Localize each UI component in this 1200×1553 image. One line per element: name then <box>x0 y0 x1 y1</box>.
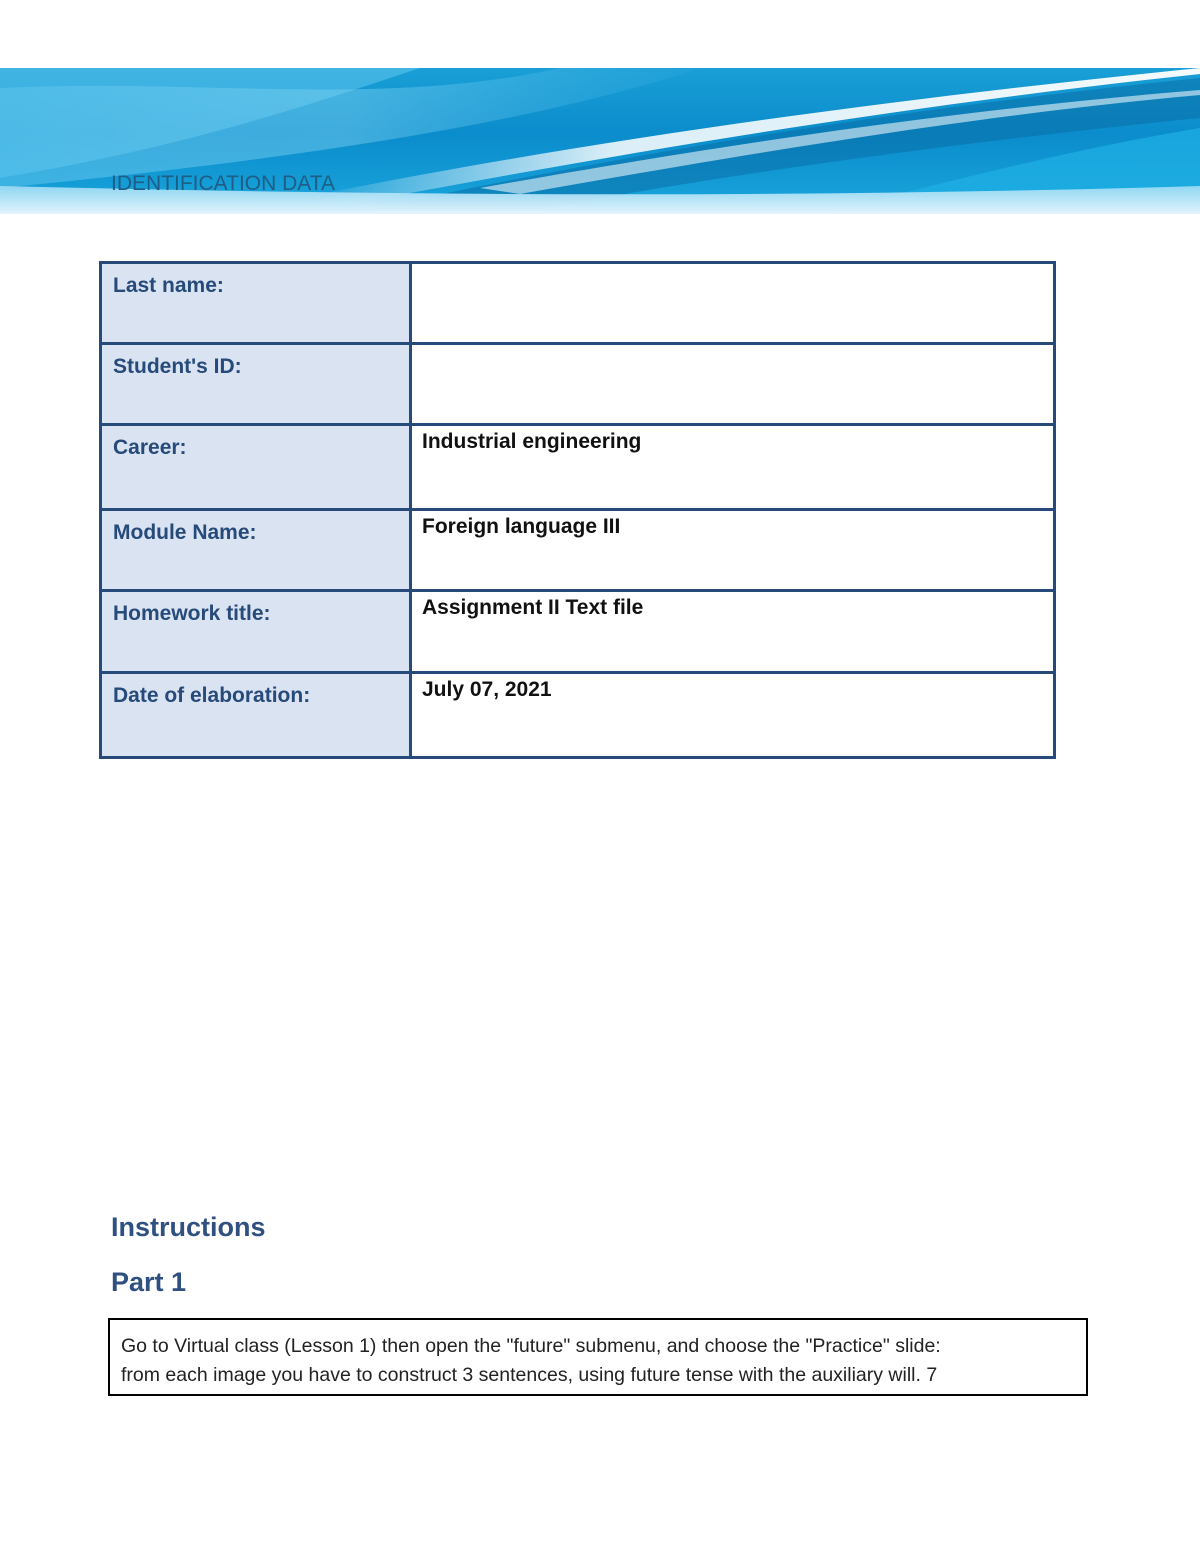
table-row <box>101 344 1055 425</box>
student-id-label: Student's ID: <box>101 344 411 425</box>
table-row <box>101 263 1055 344</box>
table-row <box>101 510 1055 591</box>
homework-title-label: Homework title: <box>101 591 411 673</box>
last-name-value <box>411 263 1055 344</box>
career-value: Industrial engineering <box>411 425 1055 510</box>
instruction-line-2: from each image you have to construct 3 sentences, using future tense with the auxiliary will. 7 <box>121 1364 938 1386</box>
part-1-heading: Part 1 <box>111 1267 187 1297</box>
table-row <box>101 591 1055 673</box>
career-label: Career: <box>101 425 411 510</box>
header-banner <box>0 68 1200 214</box>
last-name-label: Last name: <box>101 263 411 344</box>
module-name-value: Foreign language III <box>411 510 1055 591</box>
student-id-value <box>411 344 1055 425</box>
table-row <box>101 425 1055 510</box>
date-of-elaboration-label: Date of elaboration: <box>101 673 411 758</box>
instruction-line-1: Go to Virtual class (Lesson 1) then open the "future" submenu, and choose the "Practice" slide: <box>121 1335 941 1357</box>
identification-table <box>99 261 1056 759</box>
instructions-heading: Instructions <box>111 1212 266 1242</box>
table-row <box>101 673 1055 758</box>
instruction-box <box>108 1318 1088 1396</box>
banner-title: IDENTIFICATION DATA <box>111 172 335 195</box>
date-of-elaboration-value: July 07, 2021 <box>411 673 1055 758</box>
homework-title-value: Assignment II Text file <box>411 591 1055 673</box>
module-name-label: Module Name: <box>101 510 411 591</box>
